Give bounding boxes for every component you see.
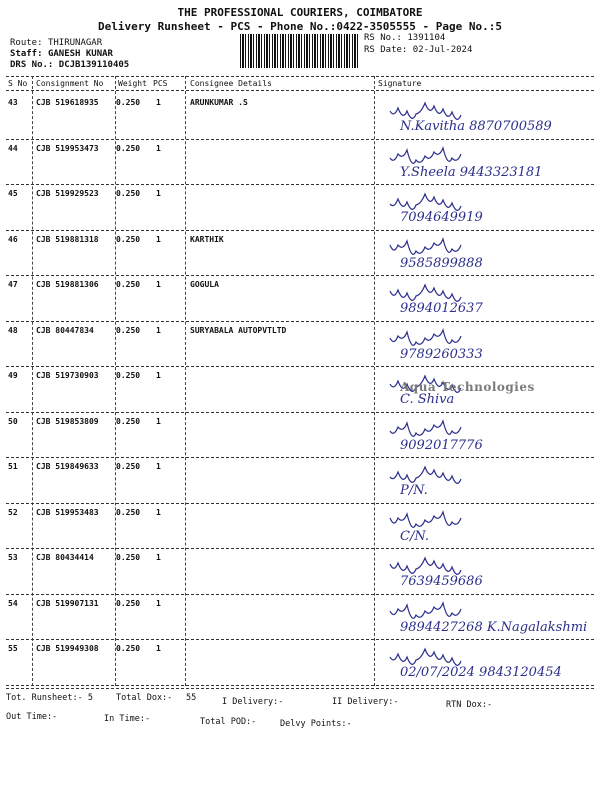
row-sno: 54 (8, 598, 18, 608)
i-delivery: I Delivery:- (222, 697, 284, 707)
table-row (0, 185, 600, 230)
row-consignee: GOGULA (190, 280, 219, 289)
table-row (0, 276, 600, 321)
row-pcs: 1 (156, 143, 161, 153)
signature-scribble (390, 239, 461, 254)
table-row (0, 413, 600, 458)
col-header-weight: Weight (118, 79, 147, 88)
rs-no-value: 1391104 (407, 33, 446, 43)
row-consignment-no: CJB 519907131 (36, 598, 99, 608)
signature-area (380, 549, 590, 593)
row-consignment-no: CJB 519881306 (36, 280, 99, 289)
signature-area (380, 595, 590, 639)
out-time: Out Time:- (6, 712, 58, 722)
row-consignment-no: CJB 80447834 (36, 325, 94, 335)
drs-value: DCJB139110405 (58, 60, 130, 70)
rs-date-value: 02-Jul-2024 (412, 45, 473, 55)
total-dox-value: 55 (186, 693, 197, 703)
signature-text: C/N. (400, 528, 430, 544)
in-time: In Time:- (104, 714, 151, 724)
row-sno: 53 (8, 553, 18, 562)
row-pcs: 1 (156, 462, 161, 471)
row-weight: 0.250 (116, 553, 141, 562)
row-sno: 45 (8, 189, 18, 198)
table-row (0, 94, 600, 139)
row-weight: 0.250 (116, 280, 141, 289)
row-sno: 43 (8, 98, 18, 107)
signature-area (380, 94, 590, 138)
route-value: THIRUNAGAR (47, 38, 103, 48)
staff-value: GANESH KUNAR (47, 49, 113, 59)
row-sno: 49 (8, 371, 18, 380)
row-sno: 46 (8, 234, 18, 244)
row-consignment-no: CJB 519853809 (36, 416, 99, 426)
rtn-dox: RTN Dox:- (446, 700, 493, 710)
row-sno: 48 (8, 325, 18, 335)
table-row (0, 322, 600, 367)
row-consignment-no: CJB 519953483 (36, 507, 99, 517)
signature-text: 9894012637 (400, 301, 483, 316)
table-row (0, 595, 600, 640)
signature-area (380, 231, 590, 275)
signature-scribble (390, 512, 461, 527)
signature-scribble (390, 330, 461, 345)
staff-label: Staff: (10, 49, 43, 59)
signature-text: 9894427268 K.Nagalakshmi (400, 619, 588, 635)
row-weight: 0.250 (116, 189, 141, 198)
signature-scribble (390, 558, 461, 574)
signature-text: 7094649919 (400, 210, 483, 225)
signature-scribble (390, 194, 461, 210)
row-consignee: KARTHIK (190, 234, 224, 244)
ii-delivery: II Delivery:- (332, 697, 399, 707)
row-pcs: 1 (156, 98, 161, 107)
row-pcs: 1 (156, 371, 161, 380)
row-consignment-no: CJB 519953473 (36, 143, 99, 153)
signature-area (380, 322, 590, 366)
row-pcs: 1 (156, 234, 161, 244)
row-consignee: ARUNKUMAR .S (190, 98, 248, 107)
row-sno: 50 (8, 416, 18, 426)
route-label: Route: (10, 38, 43, 48)
table-row (0, 231, 600, 276)
row-weight: 0.250 (116, 98, 141, 107)
row-consignment-no: CJB 80434414 (36, 553, 94, 562)
col-header-sno: S No (8, 79, 28, 88)
signature-text: 9585899888 (400, 255, 483, 271)
row-sno: 55 (8, 644, 18, 653)
signature-scribble (390, 421, 461, 436)
staff-line (10, 49, 113, 59)
signature-area (380, 140, 590, 184)
signature-area (380, 413, 590, 457)
runsheet-title: THE PROFESSIONAL COURIERS, COIMBATORE (177, 6, 423, 19)
drs-line (10, 60, 129, 70)
total-pod: Total POD:- (200, 717, 257, 727)
route-line (10, 38, 102, 48)
row-pcs: 1 (156, 507, 161, 517)
signature-area (380, 185, 590, 229)
company-stamp: Aqua Technologies (400, 380, 535, 394)
col-header-pcs: PCS (153, 79, 168, 88)
row-consignment-no: CJB 519618935 (36, 98, 99, 107)
row-pcs: 1 (156, 553, 161, 562)
row-pcs: 1 (156, 325, 161, 335)
row-sno: 47 (8, 280, 18, 289)
row-consignment-no: CJB 519881318 (36, 234, 99, 244)
rs-date-line (364, 45, 472, 55)
table-row (0, 640, 600, 685)
signature-area (380, 276, 590, 320)
signature-text: N.Kavitha 8870700589 (400, 119, 552, 134)
col-header-consignee: Consignee Details (190, 79, 272, 88)
signature-scribble (390, 649, 461, 665)
row-sno: 51 (8, 462, 18, 471)
signature-scribble (390, 148, 461, 163)
signature-text: 7639459686 (400, 574, 483, 589)
row-weight: 0.250 (116, 644, 141, 653)
header-rule-top (6, 76, 594, 77)
barcode (240, 34, 358, 68)
col-header-signature: Signature (378, 79, 422, 88)
signature-area (380, 458, 590, 502)
row-weight: 0.250 (116, 462, 141, 471)
col-header-consignment: Consignment No (36, 79, 104, 88)
rs-no-label: RS No.: (364, 33, 402, 43)
row-weight: 0.250 (116, 507, 141, 517)
table-row (0, 549, 600, 594)
row-weight: 0.250 (116, 416, 141, 426)
signature-text: 9789260333 (400, 346, 483, 362)
row-separator (6, 685, 594, 686)
row-sno: 44 (8, 143, 18, 153)
row-weight: 0.250 (116, 143, 141, 153)
row-weight: 0.250 (116, 371, 141, 380)
row-consignment-no: CJB 519929523 (36, 189, 99, 198)
signature-scribble (390, 603, 461, 618)
row-pcs: 1 (156, 189, 161, 198)
rs-date-label: RS Date: (364, 45, 408, 55)
header-rule-bottom (6, 90, 594, 91)
row-consignee: SURYABALA AUTOPVTLTD (190, 325, 287, 335)
rs-no-line (364, 33, 445, 43)
signature-text: 02/07/2024 9843120454 (400, 665, 562, 680)
row-weight: 0.250 (116, 598, 141, 608)
signature-text: Y.Sheela 9443323181 (400, 164, 543, 180)
row-pcs: 1 (156, 416, 161, 426)
table-row (0, 504, 600, 549)
tot-runsheet: Tot. Runsheet:- 5 (6, 693, 93, 703)
signature-text: C. Shiva (400, 392, 455, 407)
row-pcs: 1 (156, 644, 161, 653)
row-consignment-no: CJB 519949308 (36, 644, 99, 653)
row-pcs: 1 (156, 280, 161, 289)
runsheet-subtitle: Delivery Runsheet - PCS - Phone No.:0422-3505555 - Page No.:5 (98, 20, 502, 33)
signature-text: 9092017776 (400, 437, 483, 453)
table-row (0, 458, 600, 503)
row-consignment-no: CJB 519849633 (36, 462, 99, 471)
signature-scribble (390, 103, 461, 119)
row-weight: 0.250 (116, 325, 141, 335)
signature-text: P/N. (400, 483, 428, 498)
signature-scribble (390, 467, 461, 483)
row-sno: 52 (8, 507, 18, 517)
row-consignment-no: CJB 519730903 (36, 371, 99, 380)
total-dox-label: Total Dox:- (116, 693, 173, 703)
table-row (0, 140, 600, 185)
footer-rule (6, 688, 594, 689)
signature-area (380, 504, 590, 548)
row-pcs: 1 (156, 598, 161, 608)
delvy-points: Delvy Points:- (280, 719, 352, 729)
row-weight: 0.250 (116, 234, 141, 244)
drs-label: DRS No.: (10, 60, 54, 70)
signature-area (380, 640, 590, 684)
signature-scribble (390, 285, 461, 301)
